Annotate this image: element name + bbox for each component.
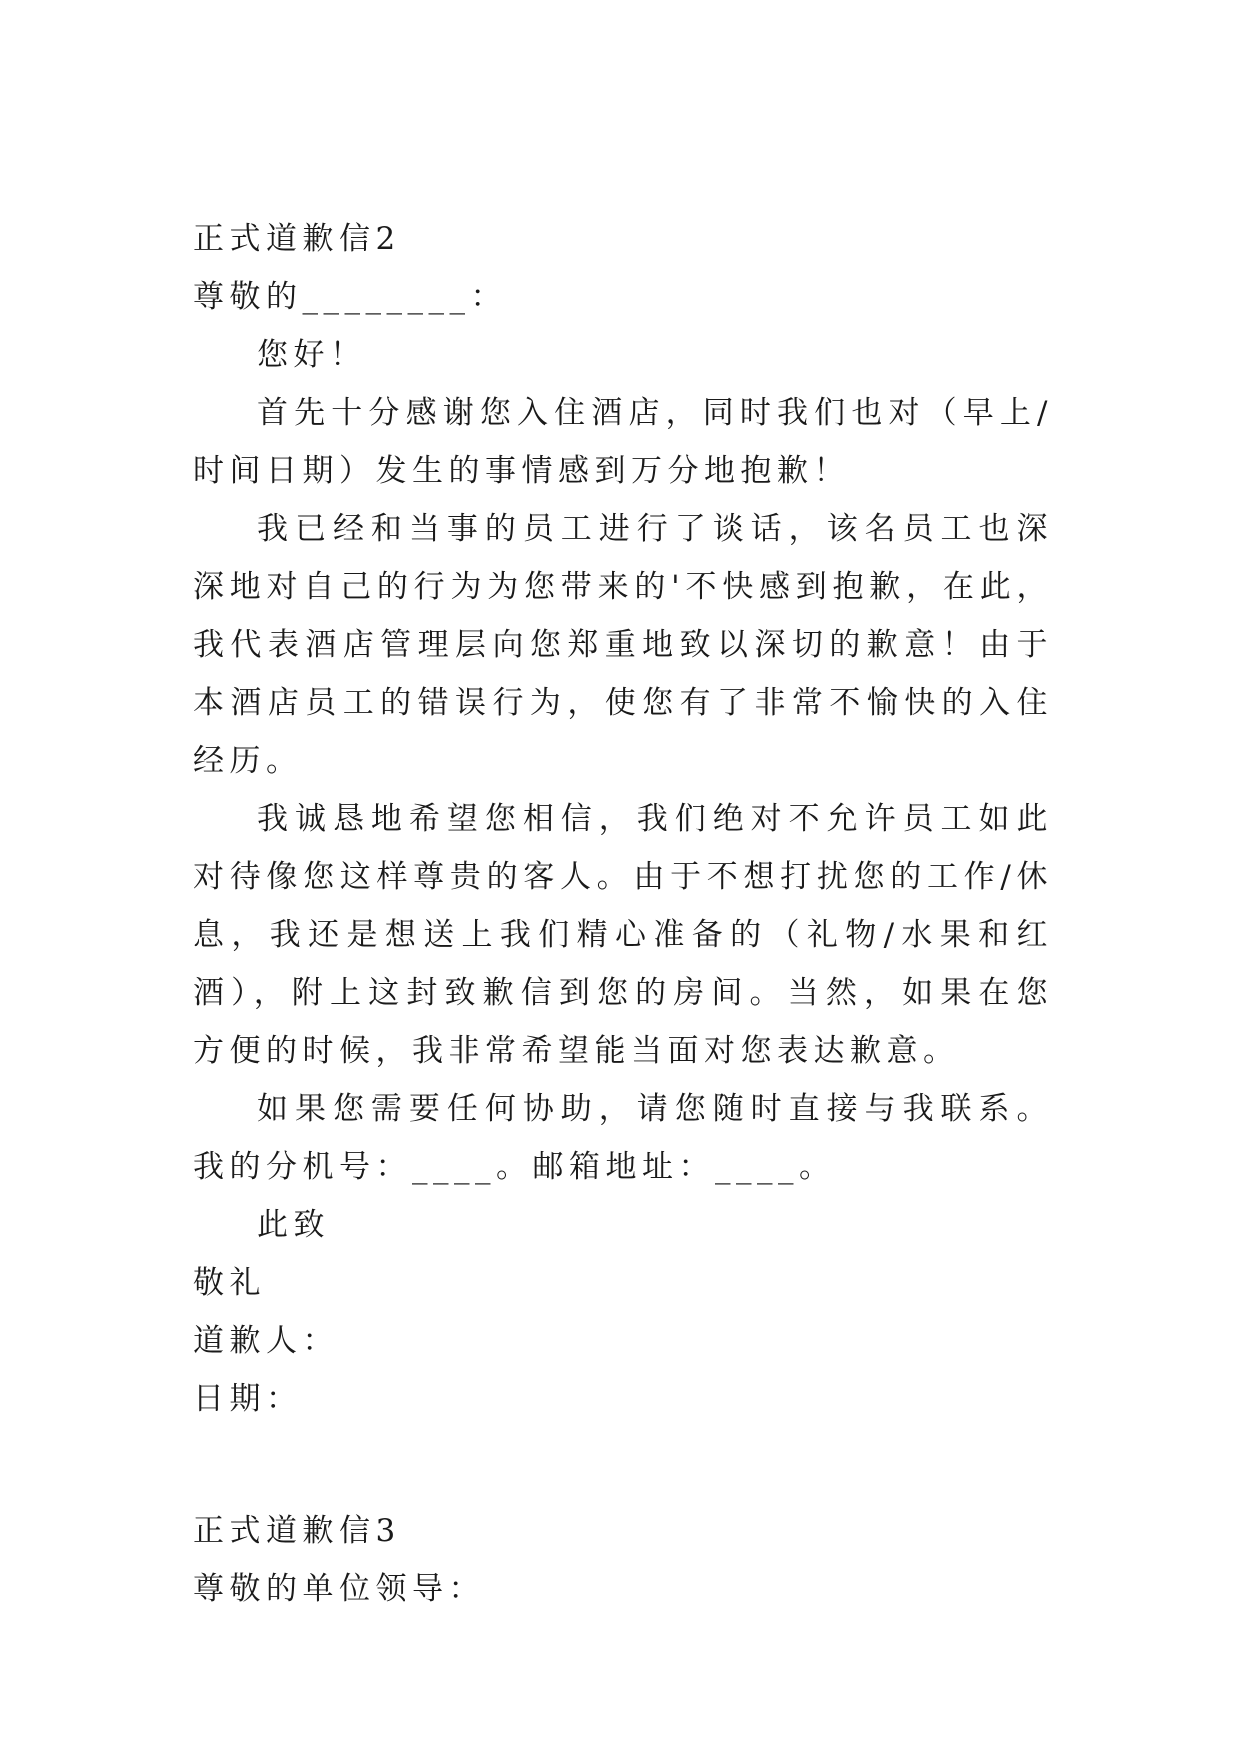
- document-page: [193, 210, 1053, 1618]
- letter2-paragraph-3: 我诚恳地希望您相信，我们绝对不允许员工如此对待像您这样尊贵的客人。由于不想打扰您的工作/休息，我还是想送上我们精心准备的（礼物/水果和红酒），附上这封致歉信到您的房间。当然，如果在您方便的时候，我非常希望能当面对您表达歉意。: [193, 801, 1053, 1069]
- letter2-title: 正式道歉信2: [193, 221, 401, 257]
- letter2-paragraph-1: 首先十分感谢您入住酒店，同时我们也对（早上/时间日期）发生的事情感到万分地抱歉！: [193, 395, 1053, 489]
- letter2-paragraph-2: 我已经和当事的员工进行了谈话，该名员工也深深地对自己的行为为您带来的'不快感到抱歉，在此，我代表酒店管理层向您郑重地致以深切的歉意！由于本酒店员工的错误行为，使您有了非常不愉快的入住经历。: [193, 511, 1053, 779]
- letter2-regards: 敬礼: [193, 1265, 266, 1301]
- section-spacer: [193, 1428, 1053, 1502]
- letter2-greeting: 您好！: [257, 337, 367, 373]
- letter2-closing: 此致: [257, 1207, 330, 1243]
- letter2-date-label: 日期：: [193, 1381, 303, 1417]
- letter3-salutation: 尊敬的单位领导：: [193, 1571, 485, 1607]
- letter2-paragraph-4: 如果您需要任何协助，请您随时直接与我联系。我的分机号：____。邮箱地址：____。: [193, 1091, 1053, 1185]
- letter2-salutation: 尊敬的________：: [193, 279, 507, 315]
- letter3-title: 正式道歉信3: [193, 1513, 401, 1549]
- letter2-signer-label: 道歉人：: [193, 1323, 339, 1359]
